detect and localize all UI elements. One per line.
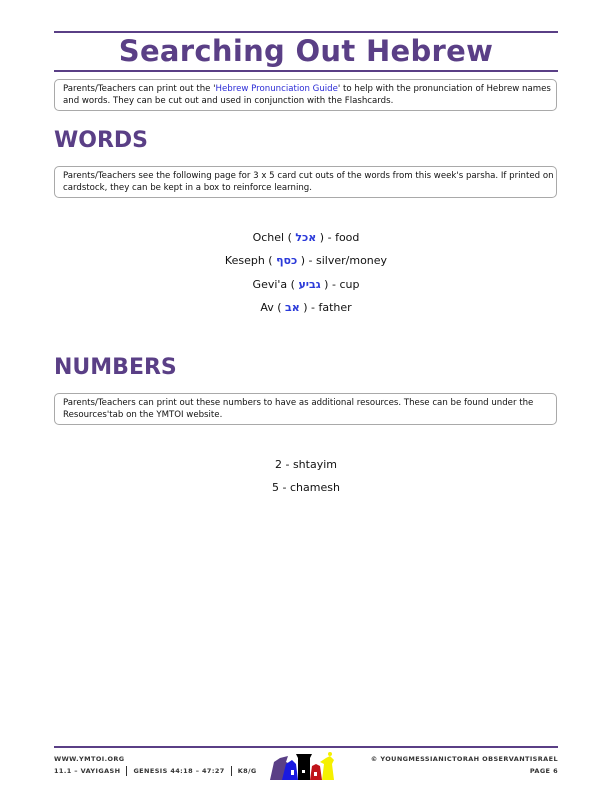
word-item	[0, 273, 612, 296]
number-value: 5	[272, 481, 280, 495]
word-transliteration: Ochel	[252, 231, 285, 244]
word-transliteration: Keseph	[224, 254, 265, 268]
footer-rule	[54, 746, 558, 748]
number-word: shtayim	[292, 458, 337, 471]
numbers-list	[0, 453, 612, 500]
words-heading: WORDS	[54, 128, 149, 153]
numbers-heading: NUMBERS	[54, 355, 177, 380]
paren-open: (	[273, 300, 285, 314]
word-transliteration: Gevi'a	[252, 277, 288, 291]
paren-close: ) -	[297, 254, 317, 268]
paren-close: ) -	[316, 231, 336, 244]
words-note: Parents/Teachers see the following page for 3 x 5 card cut outs of the words from this week's parsha. If printed on cardstock, they can be kept in a box to reinforce learning.	[54, 166, 557, 198]
pronunciation-guide-note	[54, 79, 557, 111]
footer-copyright: © YOUNGMESSIANICTORAH OBSERVANTISRAEL	[370, 755, 558, 763]
word-meaning: cup	[339, 277, 360, 291]
note-text-suffix: ' to help with the pronunciation of Hebrew names and words. They can be cut out and used in conjunction with the Flashcards.	[63, 84, 551, 106]
number-word: chamesh	[290, 481, 340, 495]
footer-lesson: 11.1 – VAYIGASH	[54, 767, 121, 775]
footer-scripture: GENESIS 44:18 – 47:27	[133, 767, 225, 775]
word-hebrew: אב	[285, 300, 300, 314]
word-item	[0, 296, 612, 319]
word-hebrew: כסף	[276, 254, 298, 268]
page-number: PAGE 6	[529, 767, 558, 775]
dash: -	[279, 481, 290, 495]
number-value: 2	[274, 458, 282, 471]
dash: -	[281, 458, 293, 471]
word-transliteration: Av	[260, 300, 274, 314]
word-meaning: silver/money	[316, 254, 388, 268]
paren-open: (	[284, 231, 296, 244]
pronunciation-guide-link[interactable]: Hebrew Pronunciation Guide	[215, 84, 338, 94]
footer-grade: K8/G	[237, 767, 257, 775]
paren-open: (	[264, 254, 277, 268]
paren-open: (	[287, 277, 299, 291]
separator	[231, 766, 232, 776]
ymtoi-logo-icon	[268, 750, 348, 782]
number-item	[0, 476, 612, 499]
word-item	[0, 249, 612, 272]
word-meaning: father	[318, 300, 352, 314]
paren-close: ) -	[320, 277, 340, 291]
page-title: Searching Out Hebrew	[118, 34, 494, 68]
separator	[126, 766, 127, 776]
header-bottom-rule	[54, 70, 558, 72]
word-item	[0, 226, 612, 249]
note-text-prefix: Parents/Teachers can print out the '	[63, 84, 216, 94]
numbers-note: Parents/Teachers can print out these numbers to have as additional resources. These can be found under the Resources'tab on the YMTOI website.	[54, 393, 557, 425]
word-hebrew: אכל	[295, 231, 317, 244]
footer-lesson-info	[54, 766, 257, 776]
footer-website[interactable]: WWW.YMTOI.ORG	[54, 755, 125, 763]
word-hebrew: גביע	[298, 277, 321, 291]
number-item	[0, 453, 612, 476]
word-meaning: food	[335, 231, 360, 244]
words-list	[0, 226, 612, 319]
paren-close: ) -	[299, 300, 319, 314]
